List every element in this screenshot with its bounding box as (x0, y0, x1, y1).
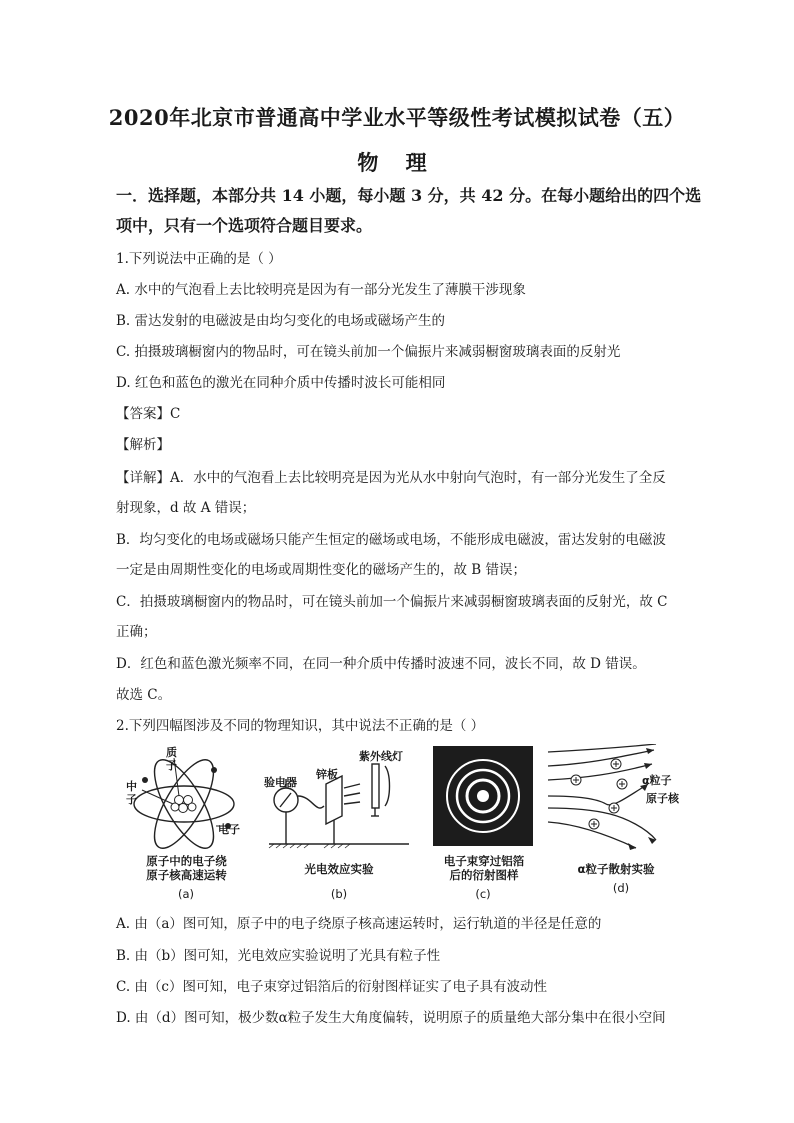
figure-d-tag: (d) (612, 881, 630, 895)
label-electroscope: 验电器 (264, 776, 297, 789)
q1-detail-line: C．拍摄玻璃橱窗内的物品时，可在镜头前加一个偏振片来减弱橱窗玻璃表面的反射光，故 C (116, 594, 668, 610)
q1-detail-line: D．红色和蓝色激光频率不同，在同一种介质中传播时波速不同，波长不同，故 D 错误。 (116, 656, 646, 672)
q1-detail-line: B．均匀变化的电场或磁场只能产生恒定的磁场或电场，不能形成电磁波，雷达发射的电磁波 (116, 532, 666, 548)
q2-stem: 2.下列四幅图涉及不同的物理知识，其中说法不正确的是（ ） (116, 718, 485, 734)
q2-option-c: C. 由（c）图可知，电子束穿过铝箔后的衍射图样证实了电子具有波动性 (116, 979, 547, 995)
label-electron: 电子 (218, 823, 240, 836)
label-uv-lamp: 紫外线灯 (359, 750, 403, 763)
q2-option-d: D. 由（d）图可知，极少数α粒子发生大角度偏转，说明原子的质量绝大部分集中在很小空间 (116, 1010, 666, 1026)
q2-option-a: A. 由（a）图可知，原子中的电子绕原子核高速运转时，运行轨道的半径是任意的 (116, 916, 602, 932)
figure-c-caption-line2: 后的衍射图样 (449, 868, 519, 882)
label-alpha-particle: α粒子 (642, 774, 672, 787)
figure-b-tag: (b) (330, 887, 348, 901)
label-proton: 质子 (166, 746, 177, 772)
q1-option-c: C. 拍摄玻璃橱窗内的物品时，可在镜头前加一个偏振片来减弱橱窗玻璃表面的反射光 (116, 344, 621, 360)
q1-option-a: A. 水中的气泡看上去比较明亮是因为有一部分光发生了薄膜干涉现象 (116, 282, 526, 298)
subject-title: 物 理 (357, 150, 437, 175)
q2-option-b: B. 由（b）图可知，光电效应实验说明了光具有粒子性 (116, 948, 441, 964)
figure-d-caption: α粒子散射实验 (577, 862, 655, 876)
figure-c-diffraction (431, 744, 541, 904)
figure-a-atom-model (116, 744, 251, 904)
q1-detail-line: 【详解】A．水中的气泡看上去比较明亮是因为光从水中射向气泡时，有一部分光发生了全反 (116, 470, 666, 486)
q1-option-d: D. 红色和蓝色的激光在同种介质中传播时波长可能相同 (116, 375, 446, 391)
label-zinc-plate: 锌板 (316, 768, 338, 781)
q1-detail-line: 正确； (116, 624, 157, 640)
figure-b-caption: 光电效应实验 (304, 862, 374, 876)
answer-value: C (170, 406, 181, 422)
figure-d-alpha-scattering (546, 744, 686, 904)
q1-detail-line: 射现象，d 故 A 错误； (116, 500, 256, 516)
figure-a-tag: (a) (177, 887, 195, 901)
label-neutron: 中子 (126, 780, 137, 806)
figure-b-photoelectric (264, 744, 414, 904)
figure-a-caption-line1: 原子中的电子绕 (146, 854, 227, 868)
q1-stem: 1.下列说法中正确的是（ ） (116, 251, 282, 267)
answer-tag: 【答案】 (116, 406, 170, 422)
label-nucleus: 原子核 (646, 792, 679, 805)
section-instruction-line2: 项中，只有一个选项符合题目要求。 (116, 216, 373, 235)
diffraction-pattern (431, 744, 541, 852)
q2-figures (116, 744, 686, 904)
section-instruction-line1: 一．选择题，本部分共 14 小题，每小题 3 分，共 42 分。在每小题给出的四个选 (116, 186, 702, 205)
q1-detail-line: 一定是由周期性变化的电场或周期性变化的磁场产生的，故 B 错误； (116, 562, 527, 578)
q1-analysis-tag: 【解析】 (116, 437, 170, 453)
figure-c-caption-line1: 电子束穿过铝箔 (443, 854, 525, 868)
figure-c-tag: (c) (475, 887, 491, 901)
q1-option-b: B. 雷达发射的电磁波是由均匀变化的电场或磁场产生的 (116, 313, 446, 329)
figure-a-caption-line2: 原子核高速运转 (146, 868, 227, 882)
q1-answer (116, 404, 686, 424)
exam-title: 2020年北京市普通高中学业水平等级性考试模拟试卷（五） (108, 105, 686, 130)
q1-detail-line: 故选 C。 (116, 687, 172, 703)
